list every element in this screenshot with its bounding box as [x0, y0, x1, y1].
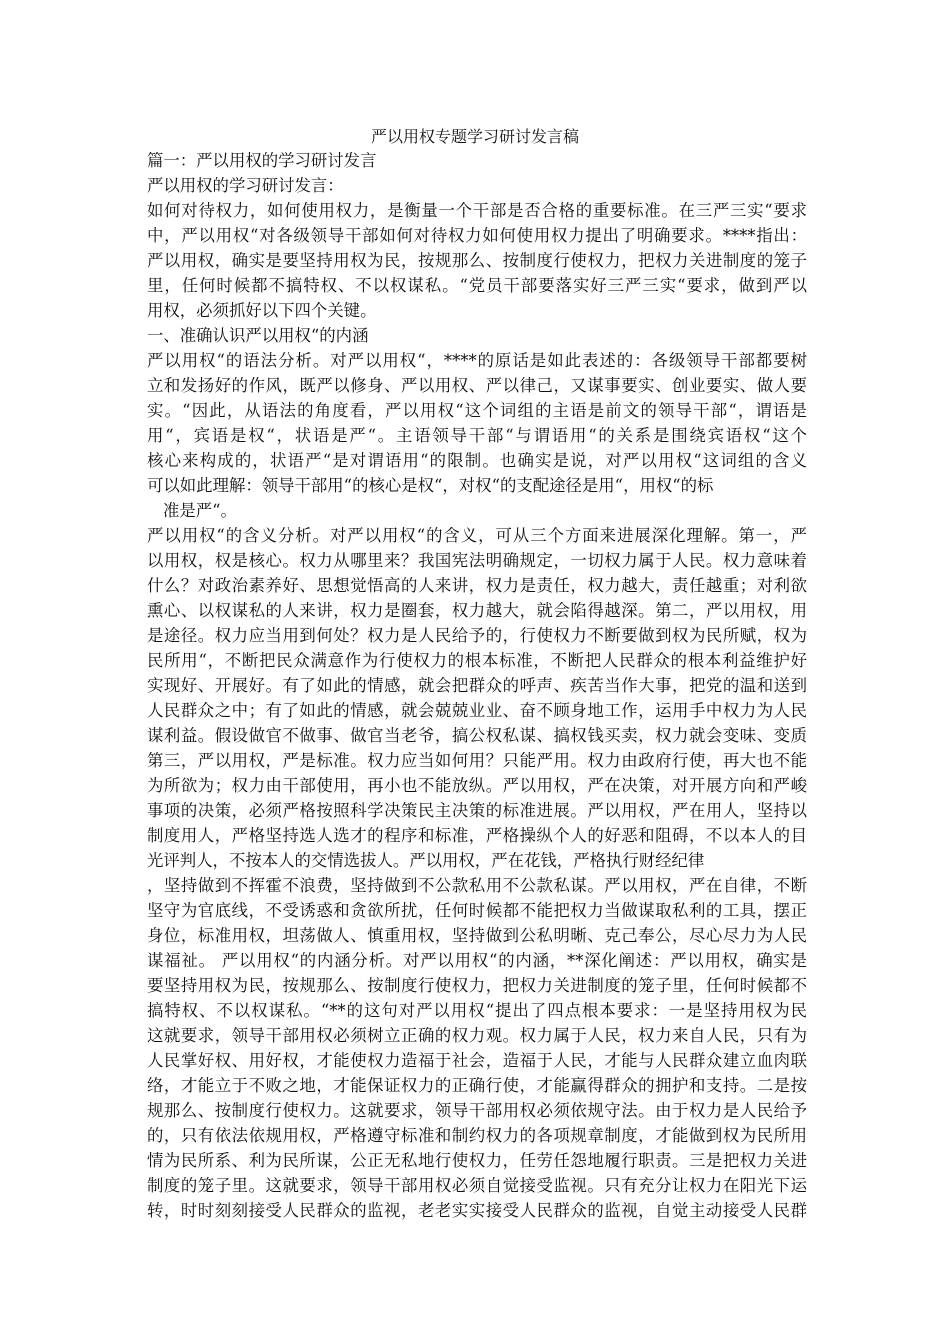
text-line: 什么？对政治素养好、思想觉悟高的人来讲，权力是责任，权力越大，责任越重；对利欲	[147, 576, 807, 595]
text-line: 一、准确认识严以用权“的内涵	[147, 326, 369, 345]
text-line: 情为民所系、利为民所谋，公正无私地行使权力，任劳任怨地履行职责。三是把权力关进	[147, 1151, 807, 1170]
text-line: 络，才能立于不败之地，才能保证权力的正确行使，才能赢得群众的拥护和支持。二是按	[147, 1076, 807, 1095]
text-line: 用权，必须抓好以下四个关键。	[147, 301, 377, 320]
text-line: 规那么、按制度行使权力。这就要求，领导干部用权必须依规守法。由于权力是人民给予	[147, 1101, 807, 1120]
text-line: 可以如此理解：领导干部用“的核心是权“，对权“的支配途径是用“，用权“的标	[147, 476, 714, 495]
text-line: 核心来构成的，状语严“是对谓语用“的限制。也确实是说，对严以用权“这词组的含义	[147, 451, 807, 470]
text-line: 第三，严以用权，严是标准。权力应当如何用？只能严用。权力由政府行使，再大也不能	[147, 751, 807, 770]
text-line: 制度的笼子里。这就要求，领导干部用权必须自觉接受监视。只有充分让权力在阳光下运	[147, 1176, 807, 1195]
text-line: 如何对待权力，如何使用权力，是衡量一个干部是否合格的重要标准。在三严三实“要求	[147, 201, 807, 220]
text-line: 是途径。权力应当用到何处？权力是人民给予的，行使权力不断要做到权为民所赋，权为	[147, 626, 807, 645]
text-line: 严以用权“的含义分析。对严以用权“的含义，可从三个方面来进展深化理解。第一，严	[147, 526, 807, 545]
text-line: 光评判人，不按本人的交情选拔人。严以用权，严在花钱，严格执行财经纪律	[147, 851, 705, 870]
text-line: 严以用权的学习研讨发言：	[147, 176, 344, 195]
text-line: 严以用权“的语法分析。对严以用权“，****的原话是如此表述的：各级领导干部都要树	[147, 351, 807, 370]
text-line: 的，只有依法依规用权，严格遵守标准和制约权力的各项规章制度，才能做到权为民所用	[147, 1126, 807, 1145]
text-line: 民所用“，不断把民众满意作为行使权力的根本标准，不断把人民群众的根本利益维护好	[147, 651, 807, 670]
text-line: 这就要求，领导干部用权必须树立正确的权力观。权力属于人民，权力来自人民，只有为	[147, 1026, 807, 1045]
text-line: 严以用权，确实是要坚持用权为民，按规那么、按制度行使权力，把权力关进制度的笼子	[147, 251, 807, 270]
text-line: 用“，宾语是权“，状语是严“。主语领导干部“与谓语用“的关系是围绕宾语权“这个	[147, 426, 807, 445]
text-line: 转，时时刻刻接受人民群众的监视，老老实实接受人民群众的监视，自觉主动接受人民群	[147, 1201, 807, 1220]
text-line: 人民掌好权、用好权，才能使权力造福于社会，造福于人民，才能与人民群众建立血肉联	[147, 1051, 807, 1070]
text-line: 制度用人，严格坚持选人选才的程序和标准，严格操纵个人的好恶和阻碍，不以本人的目	[147, 826, 807, 845]
document-title: 严以用权专题学习研讨发言稿	[370, 127, 579, 146]
text-line: 人民群众之中；有了如此的情感，就会兢兢业业、奋不顾身地工作，运用手中权力为人民	[147, 701, 807, 720]
text-line: 搞特权、不以权谋私。“**的这句对严以用权“提出了四点根本要求：一是坚持用权为民	[147, 1001, 807, 1020]
text-line: 实现好、开展好。有了如此的情感，就会把群众的呼声、疾苦当作大事，把党的温和送到	[147, 676, 807, 695]
text-line: 里，任何时候都不搞特权、不以权谋私。“党员干部要落实好三严三实“要求，做到严以	[147, 276, 807, 295]
text-line: 坚守为官底线，不受诱惑和贪欲所扰，任何时候都不能把权力当做谋取私利的工具，摆正	[147, 901, 807, 920]
text-line: 实。“因此，从语法的角度看，严以用权“这个词组的主语是前文的领导干部“，谓语是	[147, 401, 807, 420]
text-line: 谋利益。假设做官不做事、做官当老爷，搞公权私谋、搞权钱买卖，权力就会变味、变质	[147, 726, 807, 745]
text-line: 以用权，权是核心。权力从哪里来？我国宪法明确规定，一切权力属于人民。权力意味着	[147, 551, 807, 570]
text-line: 中，严以用权“对各级领导干部如何对待权力如何使用权力提出了明确要求。****指出：	[147, 226, 807, 245]
text-line: 立和发扬好的作风，既严以修身、严以用权、严以律己，又谋事要实、创业要实、做人要	[147, 376, 807, 395]
text-line: 事项的决策，必须严格按照科学决策民主决策的标准进展。严以用权，严在用人，坚持以	[147, 801, 807, 820]
text-line: 准是严“。	[163, 501, 237, 520]
text-line: 谋福祉。 严以用权“的内涵分析。对严以用权“的内涵，**深化阐述：严以用权，确实是	[147, 951, 807, 970]
text-line: 篇一：严以用权的学习研讨发言	[147, 151, 377, 170]
text-line: 为所欲为；权力由干部使用，再小也不能放纵。严以用权，严在决策，对开展方向和严峻	[147, 776, 807, 795]
text-line: ，坚持做到不挥霍不浪费，坚持做到不公款私用不公款私谋。严以用权，严在自律，不断	[147, 876, 807, 895]
text-line: 要坚持用权为民，按规那么、按制度行使权力，把权力关进制度的笼子里，任何时候都不	[147, 976, 807, 995]
text-line: 熏心、以权谋私的人来讲，权力是圈套，权力越大，就会陷得越深。第二，严以用权，用	[147, 601, 807, 620]
text-line: 身位，标准用权，坦荡做人、慎重用权，坚持做到公私明晰、克己奉公，尽心尽力为人民	[147, 926, 807, 945]
